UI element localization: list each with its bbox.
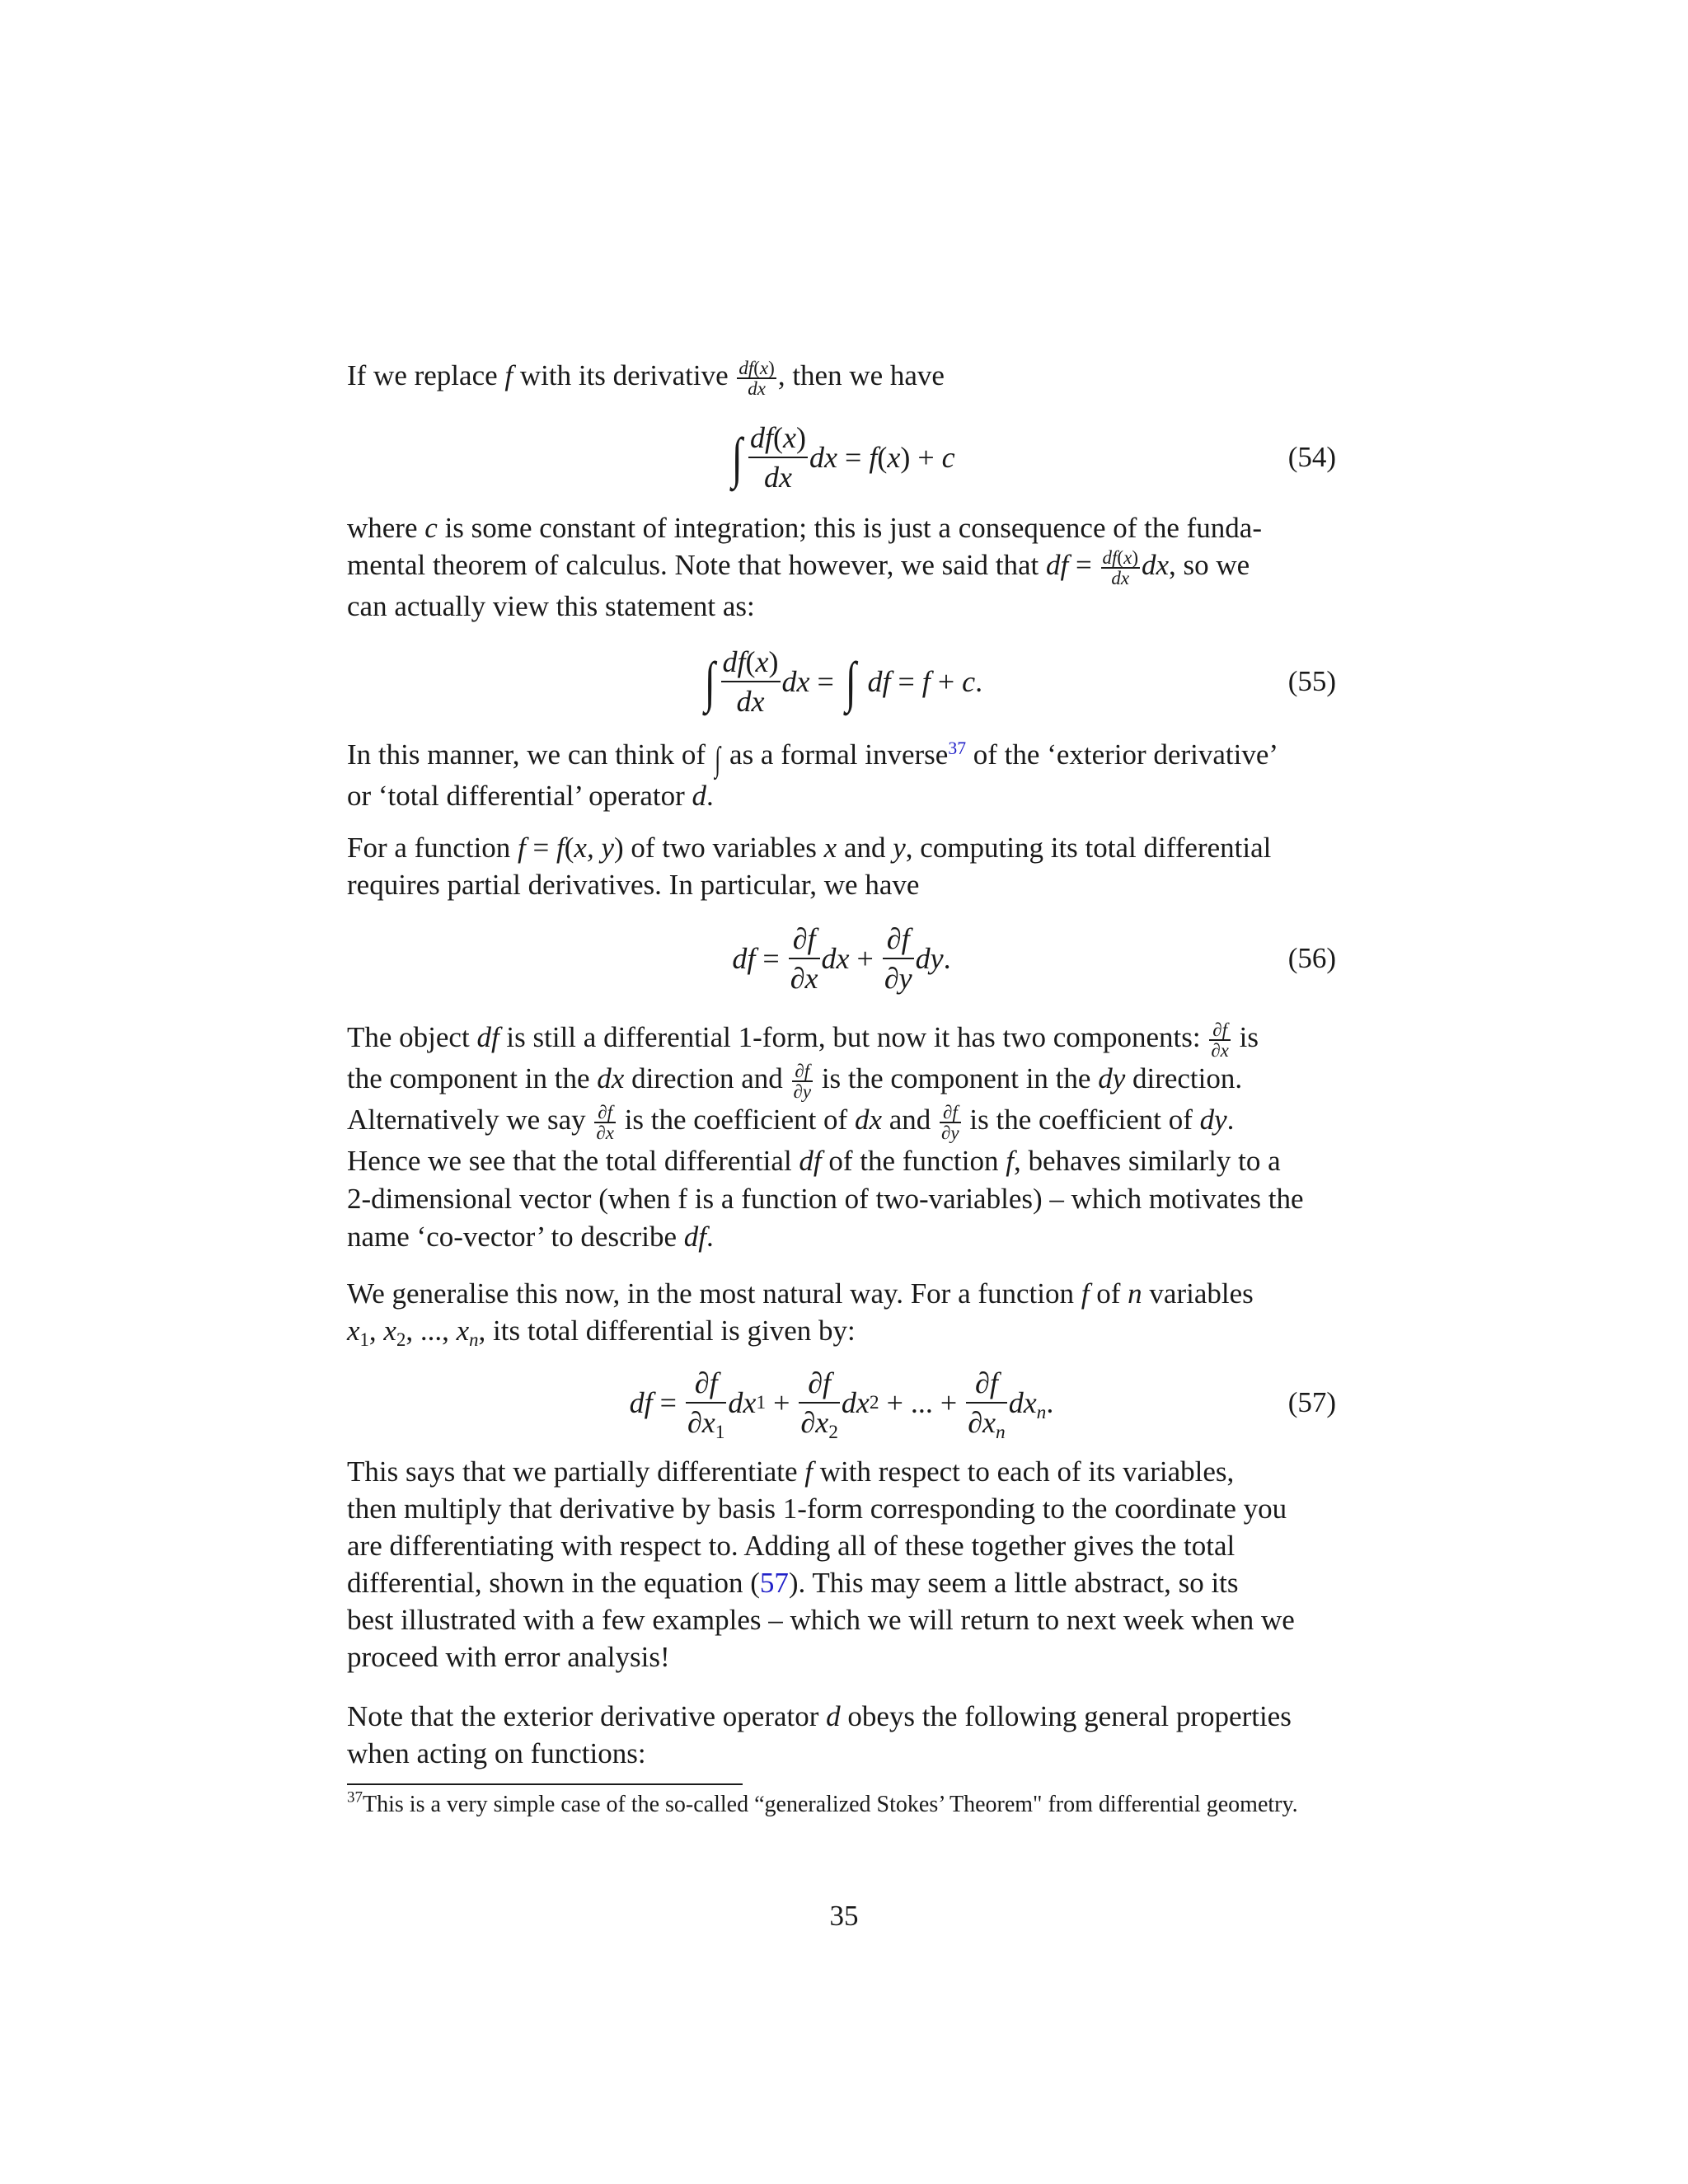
paragraph-7: This says that we partially differentiate f with respect to each of its variables, then multiply that derivative by basis 1-form corresponding to the coordinate you are differentiating with respect to. Adding all of these together gives the total differential, shown in the equation (57). This may seem a little abstract, so its best illustrated with a few examples – which we will return to next week when we proceed with error analysis! <box>347 1455 1295 1673</box>
equation-55: ∫ $\frac{df(x)}{dx}$ dx = ∫ df = f + c . (55) <box>347 644 1336 719</box>
footnote-text: This is a very simple case of the so-called “generalized Stokes’ Theorem" from differential geometry. <box>363 1792 1298 1817</box>
equation-number: (54) <box>1287 441 1336 473</box>
page-number: 35 <box>829 1900 859 1932</box>
paragraph-1: If we replace f with its derivative $\frac{df(x)}{dx}$ , then we have <box>347 357 945 399</box>
equation-54: ∫ $\frac{df(x)}{dx}$ dx = f(x) + c (54) <box>347 420 1336 494</box>
inline-fraction: $\frac{df(x)}{dx}$ <box>738 357 775 399</box>
equation-number: (56) <box>1287 941 1336 974</box>
paragraph-3: In this manner, we can think of ∫ as a formal inverse$^{37}$ of the ‘exterior derivative’ or ‘total differential’ operator d. <box>347 738 1279 812</box>
equation-57: df = $\frac{\partial f}{\partial x_1}$ dx 1 + $\frac{\partial f}{\partial x_2}$ dx 2 + ... + $\frac{\partial f}{\partial x_n}$ $dx_n$ . (57) <box>347 1361 1336 1444</box>
paragraph-2: where c is some constant of integration; this is just a consequence of the funda- mental theorem of calculus. Note that however, we said that df = $\frac{df(x)}{dx}$ dx, so we can actually view this statement as: <box>347 512 1262 622</box>
equation-56: df = $\frac{\partial f}{\partial x}$ dx + $\frac{\partial f}{\partial y}$ dy . (56) <box>347 919 1336 997</box>
footnote <box>347 1790 1336 1820</box>
paragraph-8: Note that the exterior derivative operator d obeys the following general properties when acting on functions: <box>347 1700 1292 1769</box>
paragraph-6: We generalise this now, in the most natural way. For a function f of n variables $x_1$, $x_2$, ..., $x_n$, its total differential is given by: <box>347 1277 1254 1350</box>
paragraph-5: The object df is still a differential 1-form, but now it has two components: $\frac{\partial f}{\partial x}$ is the component in the dx direction and $\frac{\partial f}{\partial y}$ is the component in the dy direction. Alternatively we say $\frac{\partial f}{\partial x}$ is the coefficient of dx and $\frac{\partial f}{\partial y}$ is the coefficient of dy. Hence we see that the total differential df of the function f, behaves similarly to a 2-dimensional vector (when f is a function of two-variables) – which motivates the name ‘co-vector’ to describe df. <box>347 1019 1304 1253</box>
equation-reference-link[interactable]: 57 <box>759 1567 789 1599</box>
equation-number: (55) <box>1287 665 1336 697</box>
footnote-rule <box>347 1783 743 1785</box>
paragraph-4: For a function f = f(x, y) of two variables x and y, computing its total differential requires partial derivatives. In particular, we have <box>347 832 1272 901</box>
equation-number: (57) <box>1287 1386 1336 1418</box>
footnote-marker: 37 <box>347 1788 363 1807</box>
footnote-reference[interactable]: 37 <box>948 738 967 759</box>
